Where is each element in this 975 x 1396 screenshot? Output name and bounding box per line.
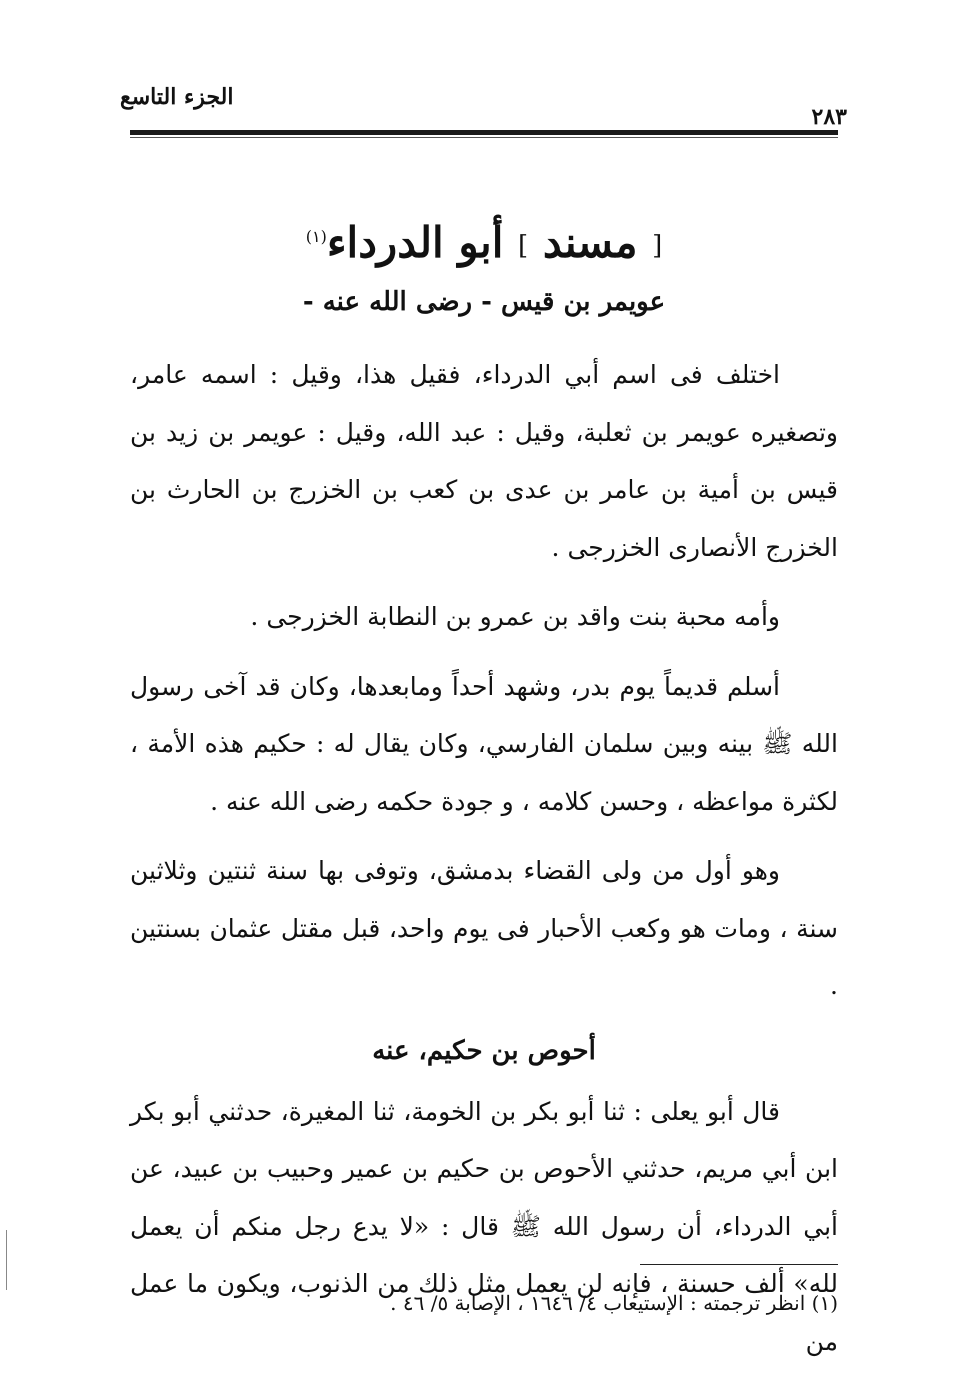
title-musnad: مسند <box>542 218 638 267</box>
footnote-rule <box>640 1264 838 1265</box>
running-title: الجزء التاسع <box>120 84 234 110</box>
chapter-subtitle: عويمر بن قيس - رضى الله عنه - <box>302 287 666 317</box>
section-heading: أحوص بن حكيم، عنه <box>372 1035 596 1066</box>
header-rule <box>130 130 838 135</box>
paragraph-2: وأمه محبة بنت واقد بن عمرو بن النطابة الخزرجى . <box>250 602 780 631</box>
page-number: ٢٨٣ <box>811 104 847 130</box>
hadith-paragraph: قال أبو يعلى : ثنا أبو بكر بن الخومة، ثنا المغيرة، حدثني أبو بكر ابن أبي مريم، حدثني الأحوص بن حكيم بن عمير وحبيب بن عبيد، عن أبي الدرداء، أن رسول الله ﷺ قال : «لا يدع رجل منكم أن يعمل لله» ألف حسنة ، فإنه لن يعمل مثل ذلك من الذنوب، ويكون ما عمل من <box>130 1096 838 1356</box>
paragraph-4: وهو أول من ولى القضاء بدمشق، وتوفى بها سنة ثنتين وثلاثين سنة ، ومات هو وكعب الأحبار فى يوم واحد، قبل مقتل عثمان بسنتين . <box>130 856 838 1000</box>
footnote-reference: (١) <box>305 227 327 246</box>
body-text <box>130 346 838 1370</box>
title-open-bracket: [ <box>652 231 663 261</box>
title-close-bracket: ] <box>518 231 529 261</box>
header-rule-thin <box>130 137 838 138</box>
paragraph-1: اختلف فى اسم أبي الدرداء، فقيل هذا، وقيل : اسمه عامر، وتصغيره عويمر بن ثعلبة، وقيل : عبد الله، وقيل : عويمر بن زيد بن قيس بن أمية بن عامر بن عدى بن كعب بن الخزرج بن الحارث بن الخزرج الأنصارى الخزرجى . <box>130 360 838 562</box>
chapter-title <box>130 210 838 273</box>
scan-margin-mark <box>6 1230 7 1290</box>
paragraph-3: أسلم قديماً يوم بدر، وشهد أحداً ومابعدها، وكان قد آخى رسول الله ﷺ بينه وبين سلمان الفارسي، وكان يقال له : حكيم هذه الأمة ، لكثرة مواعظه ، وحسن كلامه ، و جودة حكمه رضى الله عنه . <box>130 671 838 816</box>
title-name: أبو الدرداء <box>326 218 504 267</box>
footnote: (١) انظر ترجمته : الإستيعاب ٤/ ١٦٤٦ ، الإصابة ٥/ ٤٦ . <box>390 1291 838 1315</box>
